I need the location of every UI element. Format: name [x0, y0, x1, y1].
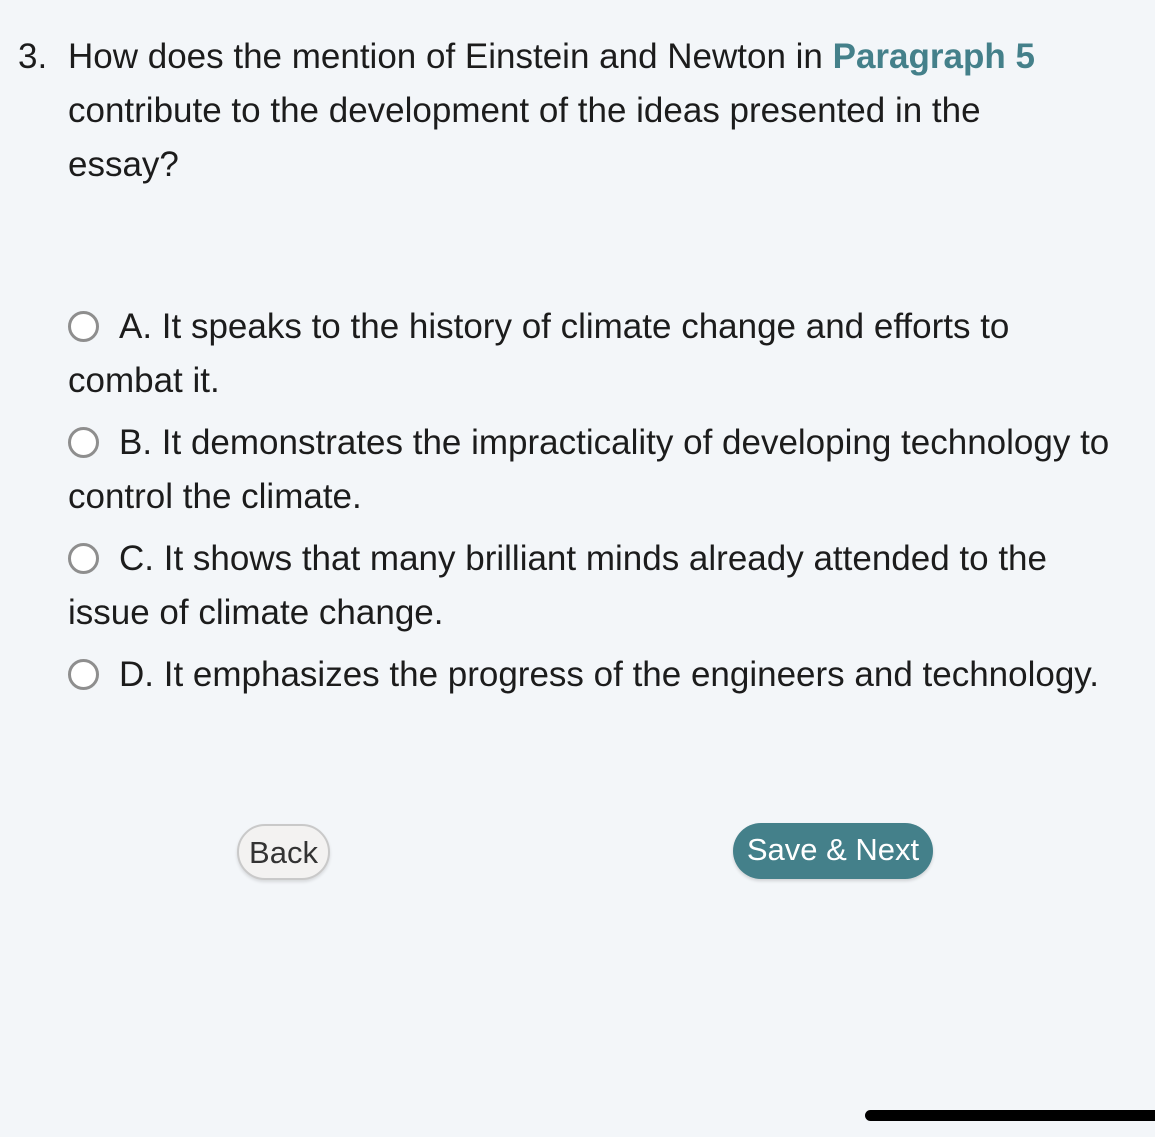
question-number: 3.	[18, 37, 48, 76]
option-c[interactable]	[68, 532, 1128, 640]
option-label: A. It speaks to the history of climate change and efforts to combat it.	[68, 307, 1010, 400]
option-label: C. It shows that many brilliant minds already attended to the issue of climate change.	[68, 539, 1047, 632]
option-b[interactable]	[68, 416, 1128, 524]
answer-options	[68, 300, 1128, 710]
radio-icon[interactable]	[68, 543, 99, 574]
question-text-after: contribute to the development of the ideas presented in the essay?	[68, 91, 981, 184]
save-next-button[interactable]: Save & Next	[733, 823, 933, 879]
home-indicator	[865, 1110, 1155, 1121]
question-text	[68, 30, 1038, 192]
radio-icon[interactable]	[68, 311, 99, 342]
option-label: B. It demonstrates the impracticality of developing technology to control the climate.	[68, 423, 1110, 516]
back-button[interactable]: Back	[237, 824, 330, 880]
radio-icon[interactable]	[68, 659, 99, 690]
option-label: D. It emphasizes the progress of the engineers and technology.	[119, 655, 1099, 694]
option-d[interactable]	[68, 648, 1128, 702]
question-text-before: How does the mention of Einstein and Newton in	[68, 37, 833, 76]
option-a[interactable]	[68, 300, 1128, 408]
question	[18, 30, 1038, 192]
paragraph-reference-link[interactable]: Paragraph 5	[832, 37, 1035, 76]
radio-icon[interactable]	[68, 427, 99, 458]
